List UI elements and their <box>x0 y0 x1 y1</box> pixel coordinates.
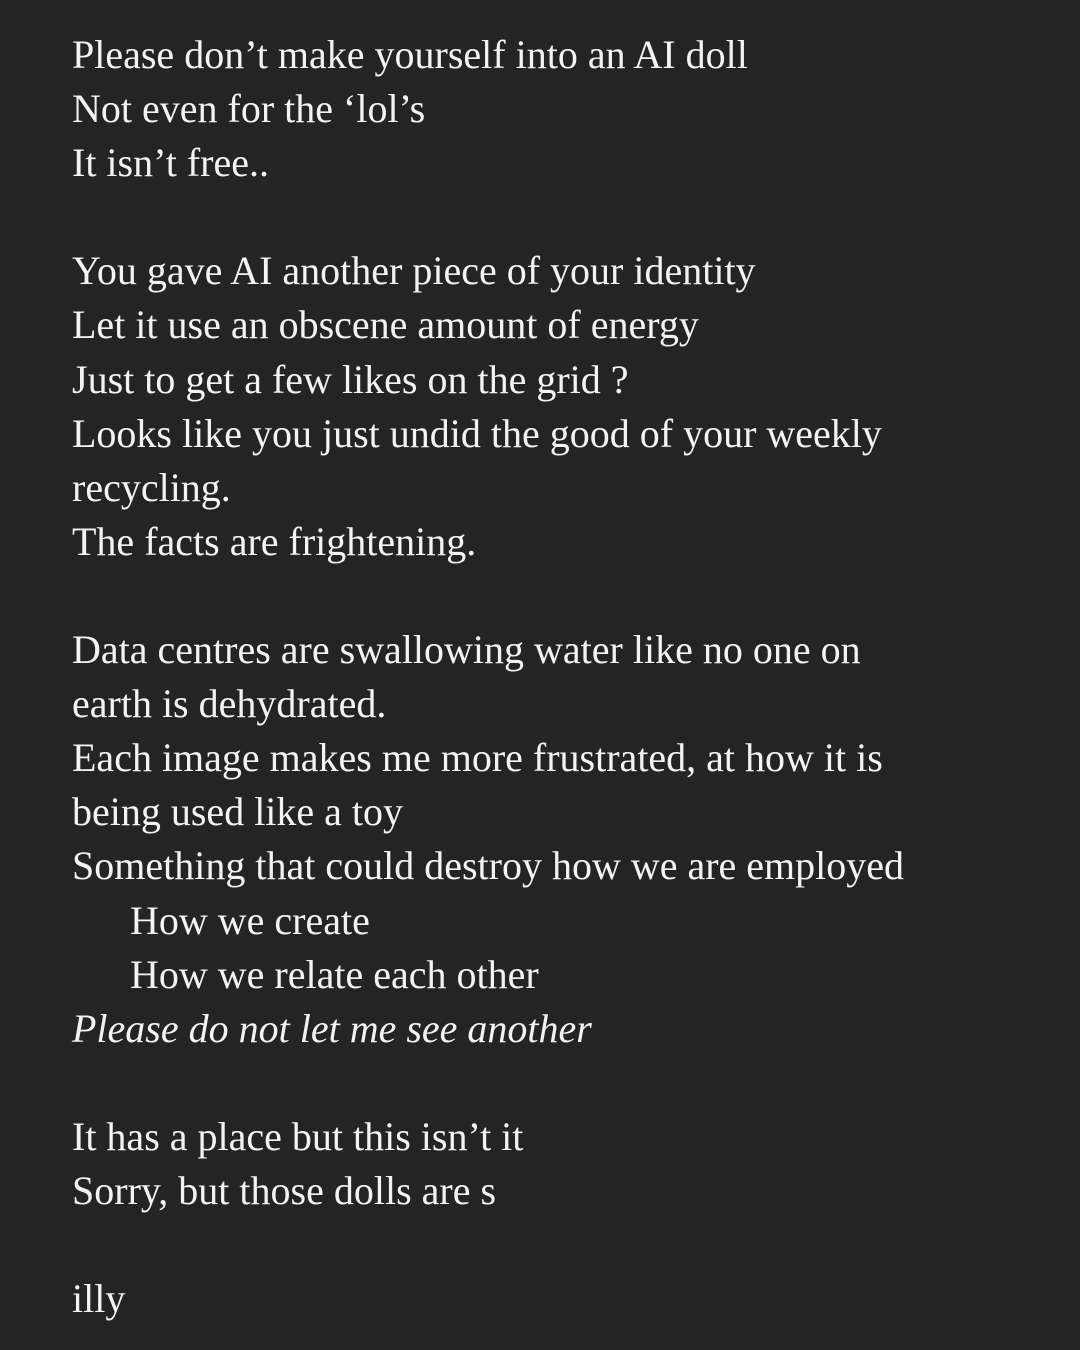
poem-line: earth is dehydrated. <box>72 681 387 727</box>
stanza-break <box>72 190 1052 244</box>
poem-line: illy <box>72 1276 126 1322</box>
poem-line: Not even for the ‘lol’s <box>72 86 426 132</box>
poem-line: recycling. <box>72 464 231 510</box>
poem-line-italic: Please do not let me see another <box>72 1005 592 1051</box>
poem-line: Each image makes me more frustrated, at how it is <box>72 735 883 781</box>
poem-line: The facts are frightening. <box>72 518 477 564</box>
poem-line: It isn’t free.. <box>72 140 269 186</box>
poem-line: Please don’t make yourself into an AI doll <box>72 32 748 77</box>
poem-line-indented: How we create <box>130 897 370 943</box>
stanza-break <box>72 1056 1052 1110</box>
poem-line: Sorry, but those dolls are s <box>72 1167 497 1213</box>
poem-line: Let it use an obscene amount of energy <box>72 302 699 348</box>
poem-line: Data centres are swallowing water like no one on <box>72 627 861 673</box>
poem-line-indented: How we relate each other <box>130 951 539 997</box>
poem-line: It has a place but this isn’t it <box>72 1113 524 1159</box>
poem-line: Just to get a few likes on the grid ? <box>72 356 629 402</box>
poem-line: You gave AI another piece of your identity <box>72 248 756 294</box>
stanza-break <box>72 569 1052 623</box>
stanza-break <box>72 1218 1052 1272</box>
poem-line: Something that could destroy how we are employed <box>72 843 905 889</box>
poem-line: Looks like you just undid the good of your weekly <box>72 410 882 456</box>
poem-line: being used like a toy <box>72 789 404 835</box>
poem-text <box>72 28 1052 1326</box>
